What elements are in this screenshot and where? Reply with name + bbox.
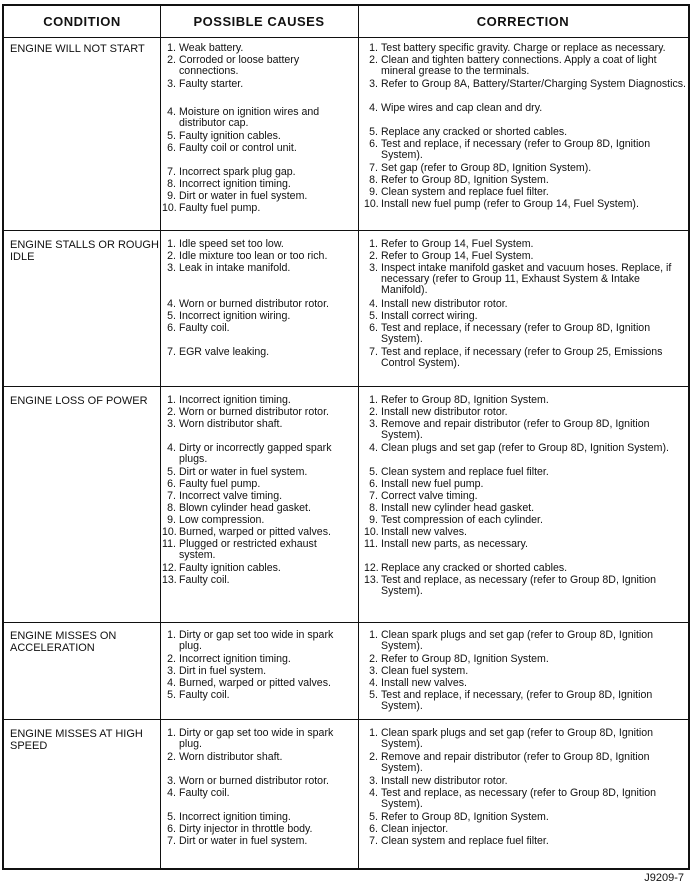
item-number: 8.	[167, 502, 176, 514]
item-number: 2.	[369, 653, 378, 665]
item-number: 7.	[369, 490, 378, 502]
item-number: 12.	[364, 562, 379, 574]
item-number: 8.	[369, 502, 378, 514]
cause-item	[162, 263, 347, 274]
item-text: Blown cylinder head gasket.	[179, 502, 311, 514]
item-number: 2.	[167, 406, 176, 418]
item-text: Clean spark plugs and set gap (refer to Group 8D, Ignition System).	[381, 727, 654, 750]
item-text: Worn distributor shaft.	[179, 751, 283, 763]
cause-item	[162, 311, 347, 322]
cause-item	[162, 630, 347, 652]
item-number: 4.	[369, 677, 378, 689]
cause-item	[162, 479, 347, 490]
correction-item	[364, 175, 686, 186]
item-number: 3.	[167, 418, 176, 430]
cause-item	[162, 539, 347, 561]
correction-item	[364, 127, 686, 138]
item-number: 5.	[167, 811, 176, 823]
item-number: 2.	[167, 250, 176, 262]
item-number: 10.	[364, 198, 379, 210]
item-number: 6.	[369, 322, 378, 334]
correction-item	[364, 299, 686, 310]
column-divider	[358, 6, 359, 868]
item-number: 9.	[369, 186, 378, 198]
diagnosis-table	[2, 4, 690, 870]
item-number: 10.	[364, 526, 379, 538]
cause-item	[162, 323, 347, 334]
item-text: Wipe wires and cap clean and dry.	[381, 102, 543, 114]
item-text: Low compression.	[179, 514, 265, 526]
item-number: 6.	[369, 478, 378, 490]
cause-item	[162, 191, 347, 202]
item-text: Dirty or gap set too wide in spark plug.	[179, 727, 334, 750]
cause-item	[162, 563, 347, 574]
cause-item	[162, 752, 347, 763]
item-number: 5.	[167, 466, 176, 478]
cause-item	[162, 395, 347, 406]
item-text: Idle mixture too lean or too rich.	[179, 250, 328, 262]
item-text: Test and replace, if necessary (refer to Group 8D, Ignition System).	[381, 322, 651, 345]
item-number: 4.	[167, 298, 176, 310]
item-number: 1.	[369, 42, 378, 54]
item-number: 11.	[162, 538, 176, 550]
correction-item	[364, 836, 686, 847]
item-text: Faulty starter.	[179, 78, 244, 90]
item-number: 6.	[369, 138, 378, 150]
correction-item	[364, 630, 686, 652]
correction-item	[364, 103, 686, 114]
cause-item	[162, 131, 347, 142]
item-number: 3.	[167, 262, 176, 274]
item-text: Faulty coil.	[179, 787, 230, 799]
item-number: 7.	[167, 346, 176, 358]
item-number: 2.	[369, 406, 378, 418]
item-text: Test and replace, as necessary (refer to Group 8D, Ignition System).	[381, 574, 656, 597]
item-text: Dirty or gap set too wide in spark plug.	[179, 629, 334, 652]
correction-item	[364, 479, 686, 490]
item-text: Faulty coil.	[179, 322, 230, 334]
item-number: 4.	[369, 298, 378, 310]
correction-item	[364, 199, 686, 210]
correction-item	[364, 527, 686, 538]
cause-item	[162, 347, 347, 358]
cause-item	[162, 179, 347, 190]
correction-item	[364, 323, 686, 345]
item-text: Install new fuel pump (refer to Group 14, Fuel System).	[381, 198, 639, 210]
item-number: 3.	[167, 775, 176, 787]
correction-item	[364, 491, 686, 502]
item-number: 5.	[369, 466, 378, 478]
cause-item	[162, 55, 347, 77]
item-text: Incorrect valve timing.	[179, 490, 283, 502]
correction-item	[364, 407, 686, 418]
figure-id: J9209-7	[644, 872, 684, 884]
header-correction: CORRECTION	[476, 14, 570, 29]
cause-item	[162, 515, 347, 526]
correction-item	[364, 575, 686, 597]
cause-item	[162, 43, 347, 54]
item-number: 8.	[369, 174, 378, 186]
item-number: 4.	[369, 787, 378, 799]
item-text: Install new distributor rotor.	[381, 775, 508, 787]
item-text: Faulty coil.	[179, 574, 230, 586]
item-text: Install new cylinder head gasket.	[381, 502, 535, 514]
item-number: 5.	[167, 130, 176, 142]
cause-item	[162, 666, 347, 677]
item-text: Weak battery.	[179, 42, 244, 54]
correction-item	[364, 239, 686, 250]
item-number: 1.	[369, 629, 378, 641]
item-number: 3.	[167, 665, 176, 677]
cause-item	[162, 491, 347, 502]
correction-item	[364, 728, 686, 750]
item-number: 3.	[369, 418, 378, 430]
item-text: Leak in intake manifold.	[179, 262, 291, 274]
item-number: 9.	[369, 514, 378, 526]
item-text: Install correct wiring.	[381, 310, 478, 322]
cause-item	[162, 79, 347, 90]
correction-item	[364, 678, 686, 689]
correction-item	[364, 79, 686, 90]
item-text: Dirt in fuel system.	[179, 665, 267, 677]
item-number: 2.	[369, 54, 378, 66]
item-number: 10.	[162, 202, 177, 214]
item-number: 7.	[167, 835, 176, 847]
item-number: 4.	[167, 442, 176, 454]
item-text: Remove and repair distributor (refer to Group 8D, Ignition System).	[381, 751, 650, 774]
item-number: 1.	[369, 727, 378, 739]
item-text: Refer to Group 8D, Ignition System.	[381, 653, 549, 665]
cause-item	[162, 407, 347, 418]
item-text: Refer to Group 8D, Ignition System.	[381, 174, 549, 186]
correction-item	[364, 311, 686, 322]
item-text: Dirt or water in fuel system.	[179, 190, 308, 202]
item-text: Inspect intake manifold gasket and vacuum hoses. Replace, if necessary (refer to Group 11, Exhaust System & Intake Manifold).	[381, 262, 672, 296]
correction-item	[364, 539, 686, 550]
correction-item	[364, 666, 686, 677]
cause-item	[162, 251, 347, 262]
item-text: Refer to Group 8D, Ignition System.	[381, 811, 549, 823]
item-text: Moisture on ignition wires and distributor cap.	[179, 106, 320, 129]
cause-item	[162, 239, 347, 250]
item-number: 3.	[369, 665, 378, 677]
item-text: Replace any cracked or shorted cables.	[381, 126, 568, 138]
item-text: Refer to Group 14, Fuel System.	[381, 250, 534, 262]
correction-item	[364, 347, 686, 369]
item-number: 3.	[369, 775, 378, 787]
correction-item	[364, 788, 686, 810]
correction-item	[364, 690, 686, 712]
cause-item	[162, 503, 347, 514]
cause-item	[162, 527, 347, 538]
item-text: Dirt or water in fuel system.	[179, 835, 308, 847]
correction-item	[364, 503, 686, 514]
item-number: 6.	[167, 322, 176, 334]
item-number: 5.	[167, 689, 176, 701]
item-number: 6.	[369, 823, 378, 835]
item-number: 7.	[369, 346, 378, 358]
item-number: 2.	[369, 250, 378, 262]
item-number: 7.	[369, 835, 378, 847]
item-text: Incorrect ignition timing.	[179, 394, 291, 406]
item-number: 4.	[369, 102, 378, 114]
item-text: Correct valve timing.	[381, 490, 478, 502]
item-text: Dirt or water in fuel system.	[179, 466, 308, 478]
item-text: Faulty coil.	[179, 689, 230, 701]
item-number: 7.	[167, 166, 176, 178]
item-number: 2.	[167, 54, 176, 66]
item-text: Install new valves.	[381, 677, 467, 689]
item-text: Faulty fuel pump.	[179, 202, 261, 214]
item-text: Clean injector.	[381, 823, 449, 835]
item-number: 1.	[167, 727, 176, 739]
correction-item	[364, 139, 686, 161]
cause-item	[162, 419, 347, 430]
correction-item	[364, 654, 686, 665]
item-text: Worn or burned distributor rotor.	[179, 775, 329, 787]
item-text: Install new distributor rotor.	[381, 406, 508, 418]
correction-item	[364, 263, 686, 296]
item-text: Test and replace, if necessary (refer to Group 25, Emissions Control System).	[381, 346, 663, 369]
item-number: 2.	[167, 653, 176, 665]
item-number: 10.	[162, 526, 177, 538]
item-text: Clean system and replace fuel filter.	[381, 466, 549, 478]
condition-label: ENGINE MISSES ON ACCELERATION	[10, 630, 117, 654]
correction-item	[364, 812, 686, 823]
item-text: Dirty or incorrectly gapped spark plugs.	[179, 442, 332, 465]
condition-label: ENGINE WILL NOT START	[10, 43, 145, 55]
correction-item	[364, 419, 686, 441]
cause-item	[162, 203, 347, 214]
item-number: 5.	[369, 310, 378, 322]
item-text: Faulty ignition cables.	[179, 562, 281, 574]
correction-item	[364, 776, 686, 787]
item-text: Test and replace, if necessary (refer to Group 8D, Ignition System).	[381, 138, 651, 161]
item-number: 5.	[369, 689, 378, 701]
item-number: 7.	[167, 490, 176, 502]
item-text: Incorrect ignition timing.	[179, 178, 291, 190]
column-divider	[160, 6, 161, 868]
item-text: Corroded or loose battery connections.	[179, 54, 300, 77]
item-number: 13.	[162, 574, 177, 586]
item-number: 4.	[369, 442, 378, 454]
condition-label: ENGINE STALLS OR ROUGH IDLE	[10, 239, 159, 263]
item-text: Faulty coil or control unit.	[179, 142, 297, 154]
item-text: Clean fuel system.	[381, 665, 469, 677]
correction-item	[364, 752, 686, 774]
cause-item	[162, 788, 347, 799]
item-number: 6.	[167, 478, 176, 490]
item-text: Install new parts, as necessary.	[381, 538, 529, 550]
correction-item	[364, 467, 686, 478]
item-number: 4.	[167, 677, 176, 689]
item-text: Incorrect spark plug gap.	[179, 166, 296, 178]
cause-item	[162, 678, 347, 689]
header-condition: CONDITION	[43, 14, 121, 29]
item-number: 9.	[167, 514, 176, 526]
item-text: Replace any cracked or shorted cables.	[381, 562, 568, 574]
item-number: 4.	[167, 787, 176, 799]
item-text: Worn or burned distributor rotor.	[179, 406, 329, 418]
item-number: 1.	[167, 238, 176, 250]
item-number: 3.	[369, 78, 378, 90]
correction-item	[364, 251, 686, 262]
item-text: Burned, warped or pitted valves.	[179, 677, 331, 689]
item-number: 13.	[364, 574, 379, 586]
item-text: Idle speed set too low.	[179, 238, 284, 250]
cause-item	[162, 575, 347, 586]
item-text: Install new valves.	[381, 526, 467, 538]
item-number: 3.	[369, 262, 378, 274]
cause-item	[162, 836, 347, 847]
item-text: Clean system and replace fuel filter.	[381, 186, 549, 198]
item-text: EGR valve leaking.	[179, 346, 270, 358]
correction-item	[364, 443, 686, 454]
item-number: 1.	[167, 629, 176, 641]
item-text: Install new fuel pump.	[381, 478, 484, 490]
item-text: Set gap (refer to Group 8D, Ignition System).	[381, 162, 592, 174]
item-number: 1.	[167, 42, 176, 54]
item-number: 8.	[167, 178, 176, 190]
item-number: 2.	[369, 751, 378, 763]
item-number: 4.	[167, 106, 176, 118]
cause-item	[162, 299, 347, 310]
item-text: Faulty ignition cables.	[179, 130, 281, 142]
condition-label: ENGINE MISSES AT HIGH SPEED	[10, 728, 143, 752]
item-text: Clean plugs and set gap (refer to Group 8D, Ignition System).	[381, 442, 669, 454]
item-text: Test and replace, as necessary (refer to Group 8D, Ignition System).	[381, 787, 656, 810]
item-text: Incorrect ignition timing.	[179, 653, 291, 665]
cause-item	[162, 167, 347, 178]
item-number: 12.	[162, 562, 177, 574]
item-text: Clean system and replace fuel filter.	[381, 835, 549, 847]
item-text: Incorrect ignition wiring.	[179, 310, 291, 322]
item-text: Burned, warped or pitted valves.	[179, 526, 331, 538]
correction-item	[364, 43, 686, 54]
item-text: Refer to Group 8A, Battery/Starter/Charging System Diagnostics.	[381, 78, 686, 90]
cause-item	[162, 443, 347, 465]
cause-item	[162, 107, 347, 129]
cause-item	[162, 776, 347, 787]
item-number: 5.	[369, 126, 378, 138]
cause-item	[162, 654, 347, 665]
item-text: Refer to Group 8D, Ignition System.	[381, 394, 549, 406]
header-possible-causes: POSSIBLE CAUSES	[193, 14, 325, 29]
item-number: 2.	[167, 751, 176, 763]
item-text: Faulty fuel pump.	[179, 478, 261, 490]
item-number: 6.	[167, 142, 176, 154]
item-number: 11.	[364, 538, 378, 550]
item-text: Plugged or restricted exhaust system.	[179, 538, 317, 561]
correction-item	[364, 187, 686, 198]
correction-item	[364, 563, 686, 574]
item-number: 9.	[167, 190, 176, 202]
cause-item	[162, 467, 347, 478]
correction-column	[364, 6, 690, 868]
item-number: 7.	[369, 162, 378, 174]
item-text: Remove and repair distributor (refer to Group 8D, Ignition System).	[381, 418, 650, 441]
correction-item	[364, 515, 686, 526]
item-number: 3.	[167, 78, 176, 90]
item-number: 6.	[167, 823, 176, 835]
item-number: 5.	[369, 811, 378, 823]
item-text: Incorrect ignition timing.	[179, 811, 291, 823]
item-text: Install new distributor rotor.	[381, 298, 508, 310]
item-text: Test compression of each cylinder.	[381, 514, 543, 526]
item-text: Refer to Group 14, Fuel System.	[381, 238, 534, 250]
correction-item	[364, 163, 686, 174]
item-text: Test battery specific gravity. Charge or replace as necessary.	[381, 42, 666, 54]
condition-label: ENGINE LOSS OF POWER	[10, 395, 148, 407]
correction-item	[364, 824, 686, 835]
causes-column	[162, 6, 358, 868]
cause-item	[162, 812, 347, 823]
item-number: 5.	[167, 310, 176, 322]
cause-item	[162, 143, 347, 154]
item-text: Clean spark plugs and set gap (refer to Group 8D, Ignition System).	[381, 629, 654, 652]
item-text: Worn or burned distributor rotor.	[179, 298, 329, 310]
item-number: 1.	[369, 238, 378, 250]
item-text: Clean and tighten battery connections. Apply a coat of light mineral grease to the terminals.	[381, 54, 657, 77]
item-text: Dirty injector in throttle body.	[179, 823, 313, 835]
item-text: Test and replace, if necessary, (refer to Group 8D, Ignition System).	[381, 689, 653, 712]
cause-item	[162, 690, 347, 701]
item-number: 1.	[369, 394, 378, 406]
cause-item	[162, 728, 347, 750]
correction-item	[364, 55, 686, 77]
cause-item	[162, 824, 347, 835]
item-number: 1.	[167, 394, 176, 406]
correction-item	[364, 395, 686, 406]
item-text: Worn distributor shaft.	[179, 418, 283, 430]
